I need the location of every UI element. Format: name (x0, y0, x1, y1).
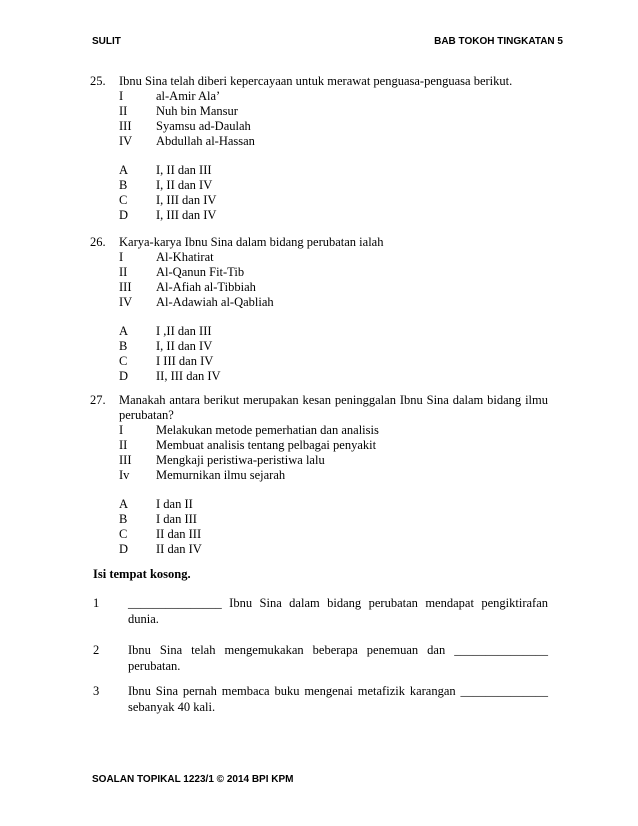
option-text: I dan III (156, 512, 197, 526)
fill-item-text: Ibnu Sina telah mengemukakan beberapa penemuan dan _______________ perubatan. (128, 643, 548, 673)
statement-item (90, 468, 548, 483)
answer-option[interactable] (90, 497, 548, 512)
statement-num: III (119, 119, 132, 133)
option-label: A (119, 497, 129, 511)
statement-text: Mengkaji peristiwa-peristiwa lalu (156, 453, 325, 467)
statement-item (90, 265, 548, 280)
question-27 (90, 393, 548, 557)
statement-num: Iv (119, 468, 130, 482)
option-label: B (119, 512, 128, 526)
statement-item (90, 119, 548, 134)
statement-num: II (119, 104, 128, 118)
fill-item-text: Ibnu Sina pernah membaca buku mengenai metafizik karangan ______________ sebanyak 40 kali. (128, 684, 548, 714)
statement-num: II (119, 438, 128, 452)
answer-option[interactable] (90, 542, 548, 557)
fill-item-1 (93, 595, 548, 627)
fill-section-title: Isi tempat kosong. (93, 567, 191, 581)
option-label: C (119, 193, 128, 207)
option-text: II dan IV (156, 542, 202, 556)
answer-option[interactable] (90, 163, 548, 178)
fill-item-number: 3 (93, 684, 100, 698)
statement-item (90, 438, 548, 453)
question-26 (90, 235, 548, 384)
option-text: I, II dan III (156, 163, 212, 177)
answer-option[interactable] (90, 512, 548, 527)
answer-option[interactable] (90, 324, 548, 339)
statement-item (90, 453, 548, 468)
option-text: II, III dan IV (156, 369, 221, 383)
statement-text: Al-Adawiah al-Qabliah (156, 295, 274, 309)
fill-item-number: 1 (93, 596, 100, 610)
statement-item (90, 89, 548, 104)
statement-text: Melakukan metode pemerhatian dan analisis (156, 423, 379, 437)
option-text: I, III dan IV (156, 208, 217, 222)
header-right-label: BAB TOKOH TINGKATAN 5 (434, 36, 563, 47)
statement-item (90, 295, 548, 310)
question-25 (90, 74, 548, 223)
option-text: I III dan IV (156, 354, 214, 368)
statement-text: Membuat analisis tentang pelbagai penyakit (156, 438, 377, 452)
answer-option[interactable] (90, 178, 548, 193)
statement-num: I (119, 89, 124, 103)
option-label: B (119, 178, 128, 192)
statement-text: Abdullah al-Hassan (156, 134, 255, 148)
fill-item-text: _______________ Ibnu Sina dalam bidang perubatan mendapat pengiktirafan dunia. (128, 596, 548, 626)
statement-text: Nuh bin Mansur (156, 104, 238, 118)
option-text: II dan III (156, 527, 202, 541)
option-label: A (119, 163, 129, 177)
statement-text: Al-Qanun Fit-Tib (156, 265, 245, 279)
statement-text: Memurnikan ilmu sejarah (156, 468, 286, 482)
question-text: Manakah antara berikut merupakan kesan peninggalan Ibnu Sina dalam bidang ilmu perubatan? (119, 393, 548, 422)
option-label: C (119, 527, 128, 541)
option-label: D (119, 208, 129, 222)
statement-item (90, 104, 548, 119)
question-text: Karya-karya Ibnu Sina dalam bidang perubatan ialah (119, 235, 384, 249)
option-text: I, II dan IV (156, 178, 213, 192)
statement-text: Al-Afiah al-Tibbiah (156, 280, 256, 294)
option-text: I, II dan IV (156, 339, 213, 353)
statement-num: III (119, 453, 132, 467)
statement-num: III (119, 280, 132, 294)
statement-text: Al-Khatirat (156, 250, 214, 264)
option-label: B (119, 339, 128, 353)
answer-option[interactable] (90, 193, 548, 208)
option-label: D (119, 369, 129, 383)
statement-num: I (119, 250, 124, 264)
header-left-label: SULIT (92, 36, 121, 47)
statement-item (90, 134, 548, 149)
answer-option[interactable] (90, 527, 548, 542)
option-text: I, III dan IV (156, 193, 217, 207)
statement-item (90, 250, 548, 265)
answer-option[interactable] (90, 369, 548, 384)
statement-num: IV (119, 295, 133, 309)
fill-item-number: 2 (93, 643, 100, 657)
option-text: I dan II (156, 497, 193, 511)
statement-text: Syamsu ad-Daulah (156, 119, 251, 133)
fill-item-2 (93, 642, 548, 674)
question-text: Ibnu Sina telah diberi kepercayaan untuk merawat penguasa-penguasa berikut. (119, 74, 513, 88)
question-number: 25. (90, 74, 106, 88)
statement-num: IV (119, 134, 133, 148)
question-number: 27. (90, 393, 106, 407)
option-label: D (119, 542, 129, 556)
footer-label: SOALAN TOPIKAL 1223/1 © 2014 BPI KPM (92, 774, 294, 785)
fill-item-3 (93, 683, 548, 715)
option-label: C (119, 354, 128, 368)
option-text: I ,II dan III (156, 324, 212, 338)
statement-num: I (119, 423, 124, 437)
answer-option[interactable] (90, 339, 548, 354)
answer-option[interactable] (90, 354, 548, 369)
statement-num: II (119, 265, 128, 279)
answer-option[interactable] (90, 208, 548, 223)
statement-item (90, 280, 548, 295)
statement-text: al-Amir Ala’ (156, 89, 221, 103)
option-label: A (119, 324, 129, 338)
statement-item (90, 423, 548, 438)
question-number: 26. (90, 235, 106, 249)
